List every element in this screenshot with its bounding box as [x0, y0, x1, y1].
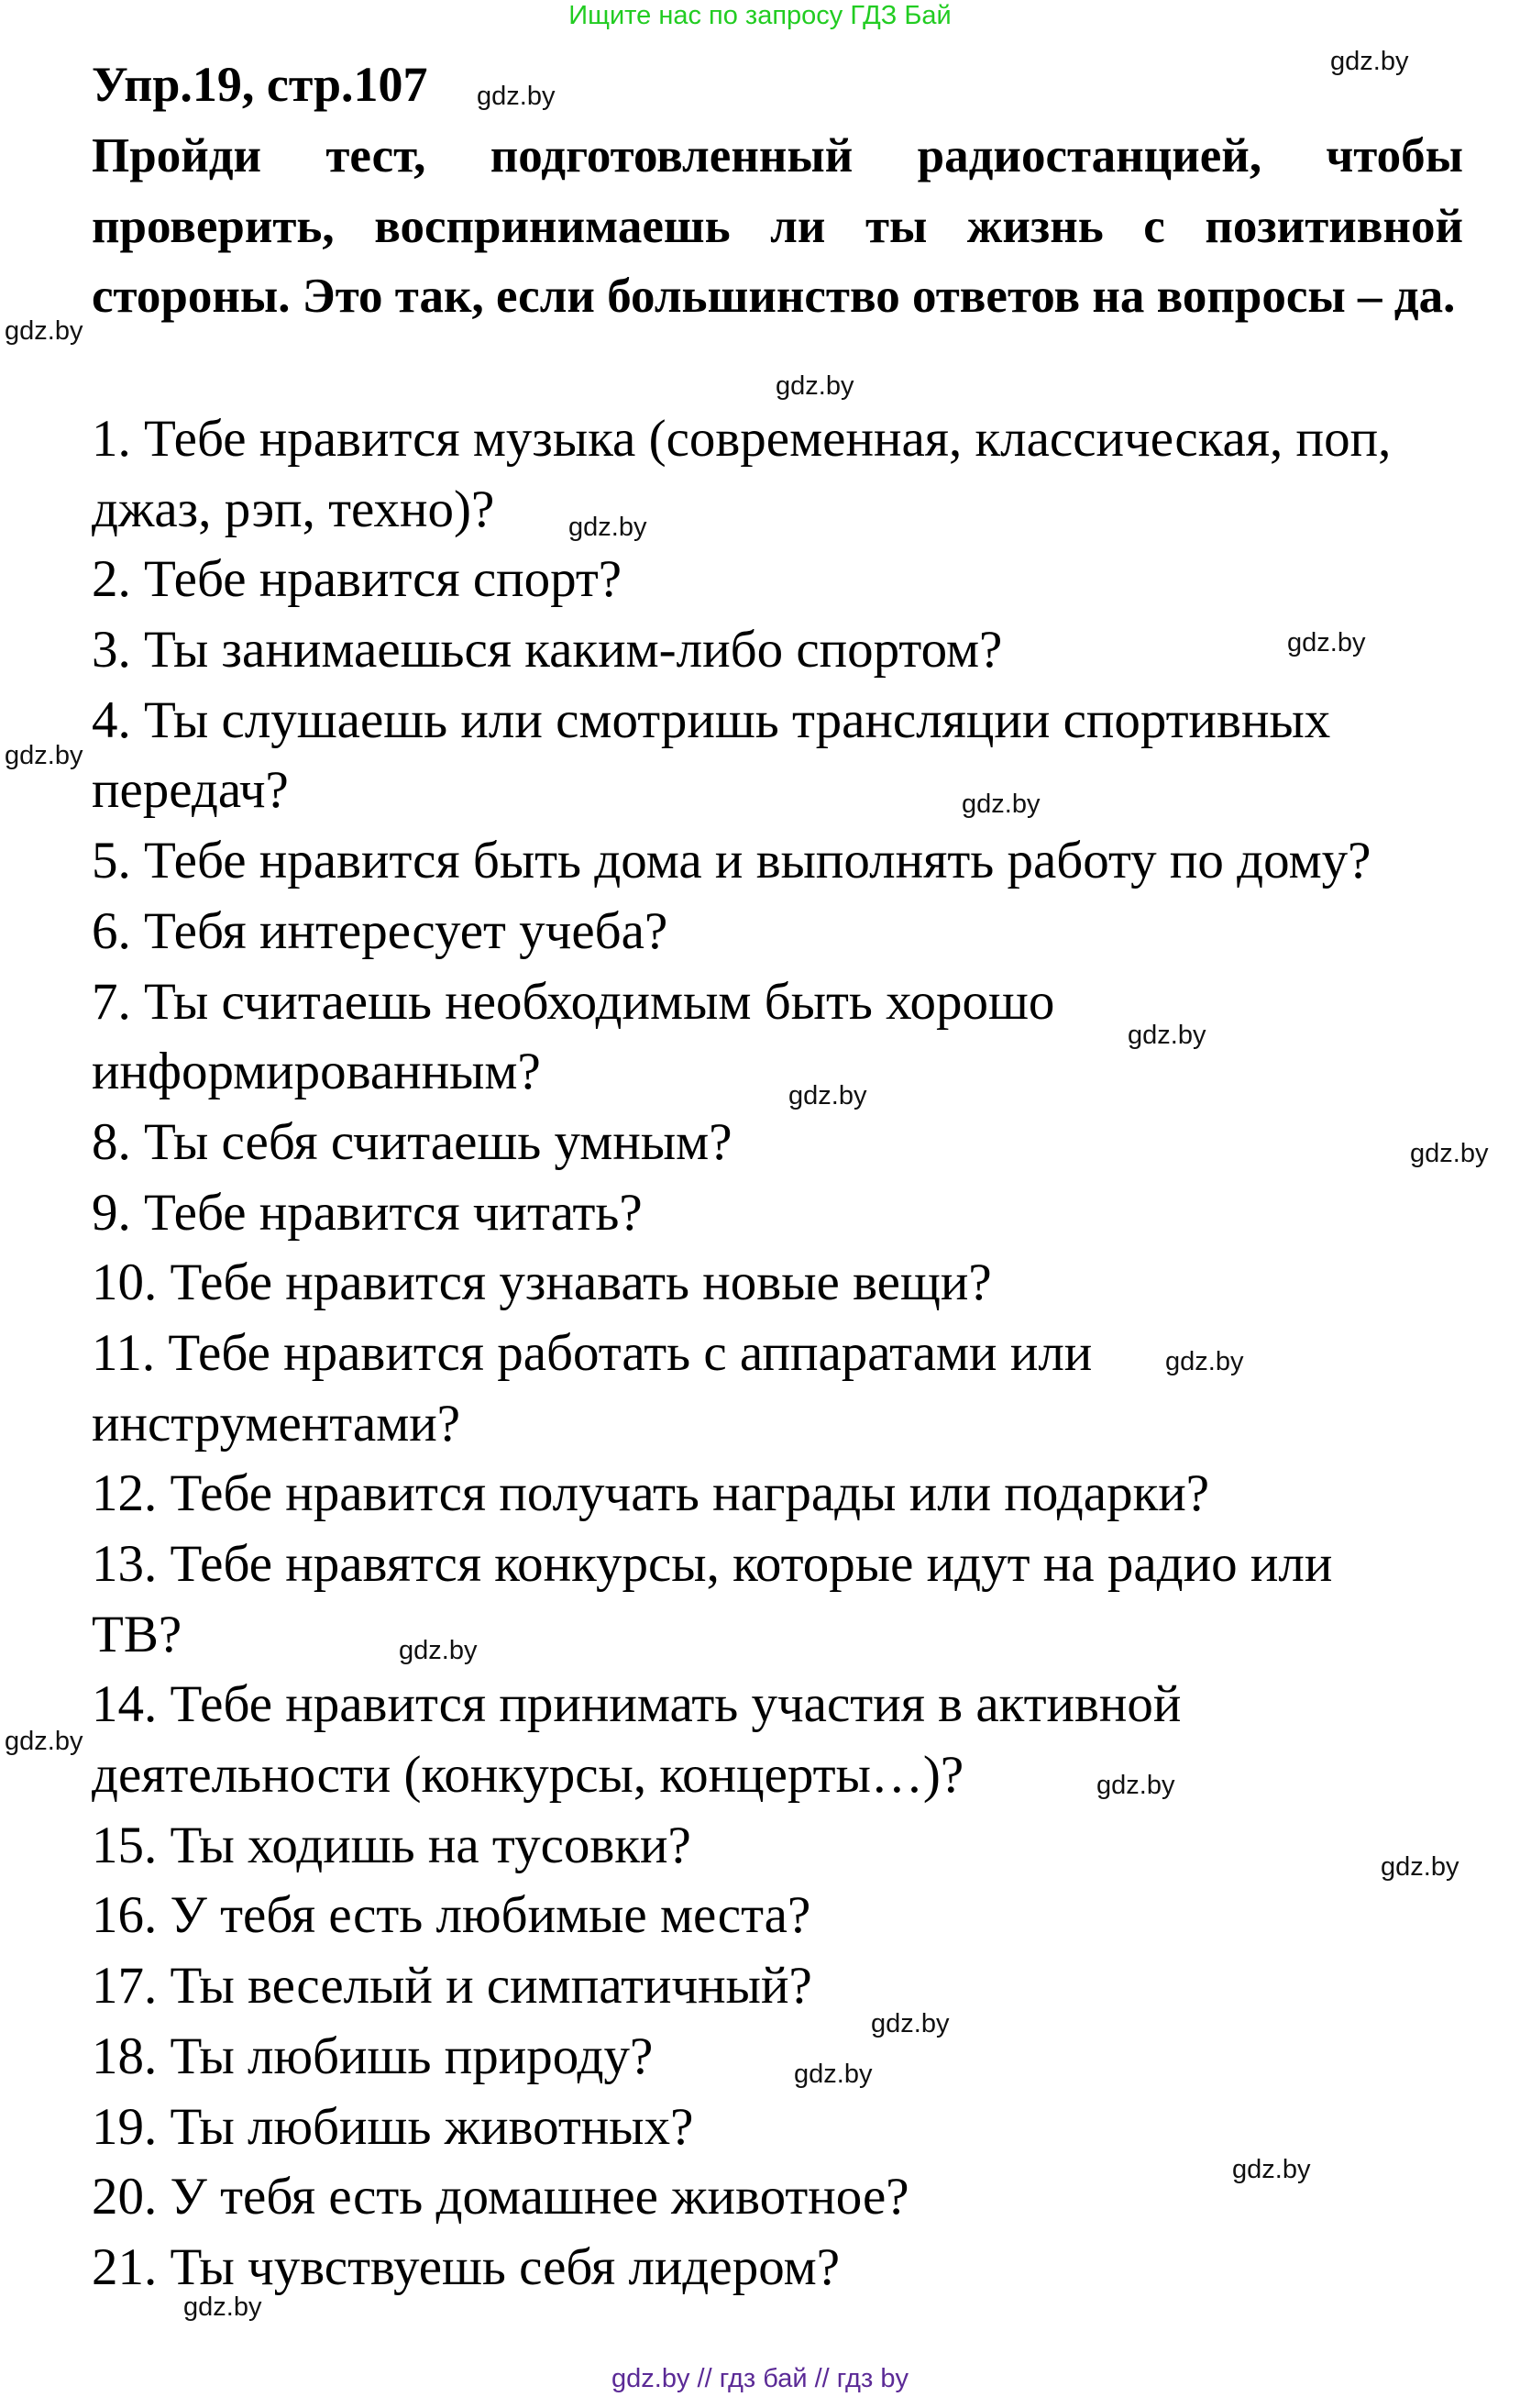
question-line-row	[92, 1319, 1503, 1389]
watermark: gdz.by	[788, 1081, 867, 1110]
question-item	[92, 826, 1503, 897]
question-line: передач?	[92, 761, 289, 820]
question-line: 16. У тебя есть любимые места?	[92, 1886, 811, 1945]
question-line: 3. Ты занимаешься каким-либо спортом?	[92, 621, 1003, 679]
question-line-row	[92, 1178, 1503, 1249]
question-item	[92, 1951, 1503, 2022]
search-hint-banner: Ищите нас по запросу ГДЗ Бай	[568, 1, 952, 30]
question-list	[92, 404, 1503, 2303]
watermark: gdz.by	[871, 2009, 950, 2038]
question-line: деятельности (конкурсы, концерты…)?	[92, 1746, 964, 1805]
question-line: 4. Ты слушаешь или смотришь трансляции спортивных	[92, 690, 1331, 749]
question-item	[92, 404, 1503, 545]
watermark: gdz.by	[5, 741, 83, 770]
watermark: gdz.by	[1330, 47, 1409, 76]
question-line: 5. Тебе нравится быть дома и выполнять работу по дому?	[92, 832, 1371, 890]
watermark: gdz.by	[183, 2292, 262, 2322]
question-item	[92, 897, 1503, 967]
question-line-row	[92, 1881, 1503, 1951]
question-item	[92, 1670, 1503, 1810]
question-line: 8. Ты себя считаешь умным?	[92, 1112, 732, 1171]
question-line-row	[92, 2233, 1503, 2303]
question-item	[92, 1248, 1503, 1319]
watermark: gdz.by	[1287, 628, 1366, 657]
watermark: gdz.by	[962, 790, 1041, 819]
question-line-row	[92, 686, 1503, 757]
question-line: 10. Тебе нравится узнавать новые вещи?	[92, 1254, 992, 1312]
question-line-row	[92, 475, 1503, 546]
question-line-row	[92, 1951, 1503, 2022]
question-line-row	[92, 404, 1503, 475]
page-title: Упр.19, стр.107	[92, 57, 428, 112]
question-item	[92, 1881, 1503, 1951]
watermark: gdz.by	[1165, 1347, 1244, 1376]
watermark: gdz.by	[477, 82, 556, 111]
question-item	[92, 1811, 1503, 1882]
question-line-row	[92, 897, 1503, 967]
watermark: gdz.by	[568, 513, 647, 542]
question-line-row	[92, 1389, 1503, 1460]
watermark: gdz.by	[5, 1727, 83, 1756]
question-line-row	[92, 1459, 1503, 1530]
question-line-row	[92, 1600, 1503, 1671]
watermark: gdz.by	[776, 371, 854, 401]
question-line: 21. Ты чувствуешь себя лидером?	[92, 2237, 841, 2296]
watermark: gdz.by	[5, 316, 83, 346]
question-line: 9. Тебе нравится читать?	[92, 1183, 643, 1242]
watermark: gdz.by	[1128, 1021, 1206, 1050]
watermark: gdz.by	[1381, 1852, 1459, 1882]
question-line: 6. Тебя интересует учеба?	[92, 901, 668, 960]
question-line-row	[92, 2093, 1503, 2163]
question-line-row	[92, 1811, 1503, 1882]
question-line-row	[92, 826, 1503, 897]
question-line-row	[92, 1108, 1503, 1178]
question-item	[92, 2093, 1503, 2163]
question-line-row	[92, 1670, 1503, 1740]
question-line: ТВ?	[92, 1605, 182, 1663]
question-line: 17. Ты веселый и симпатичный?	[92, 1957, 812, 2016]
question-line-row	[92, 1530, 1503, 1600]
watermark: gdz.by	[1410, 1139, 1489, 1168]
question-line: 2. Тебе нравится спорт?	[92, 550, 622, 609]
question-line: информированным?	[92, 1043, 541, 1101]
question-line: 11. Тебе нравится работать с аппаратами или	[92, 1323, 1093, 1382]
question-item	[92, 1319, 1503, 1459]
watermark: gdz.by	[794, 2060, 873, 2089]
question-line-row	[92, 756, 1503, 826]
question-item	[92, 686, 1503, 826]
question-line: джаз, рэп, техно)?	[92, 480, 495, 538]
question-item	[92, 2233, 1503, 2303]
question-line-row	[92, 1740, 1503, 1811]
question-line: 19. Ты любишь животных?	[92, 2097, 694, 2156]
question-item	[92, 1530, 1503, 1670]
question-line: 1. Тебе нравится музыка (современная, классическая, поп,	[92, 410, 1392, 468]
question-item	[92, 545, 1503, 615]
question-line: 20. У тебя есть домашнее животное?	[92, 2168, 909, 2226]
question-item	[92, 1459, 1503, 1530]
question-line-row	[92, 1248, 1503, 1319]
question-line: 7. Ты считаешь необходимым быть хорошо	[92, 972, 1055, 1031]
question-line-row	[92, 545, 1503, 615]
question-line: 12. Тебе нравится получать награды или подарки?	[92, 1464, 1210, 1523]
watermark: gdz.by	[399, 1636, 478, 1665]
question-line: 18. Ты любишь природу?	[92, 2027, 654, 2085]
question-line: 14. Тебе нравится принимать участия в активной	[92, 1675, 1182, 1734]
footer-links: gdz.by // гдз бай // гдз by	[611, 2364, 909, 2393]
exercise-instructions: Пройди тест, подготовленный радиостанцией, чтобы проверить, воспринимаешь ли ты жизнь с позитивной стороны. Это так, если большинство ответов на вопросы – да.	[92, 129, 1463, 324]
question-item	[92, 1178, 1503, 1249]
watermark: gdz.by	[1232, 2155, 1311, 2184]
question-line-row	[92, 967, 1503, 1038]
watermark: gdz.by	[1096, 1771, 1175, 1800]
question-item	[92, 1108, 1503, 1178]
question-line: 13. Тебе нравятся конкурсы, которые идут на радио или	[92, 1535, 1333, 1593]
question-line: 15. Ты ходишь на тусовки?	[92, 1816, 691, 1874]
question-line: инструментами?	[92, 1394, 461, 1453]
